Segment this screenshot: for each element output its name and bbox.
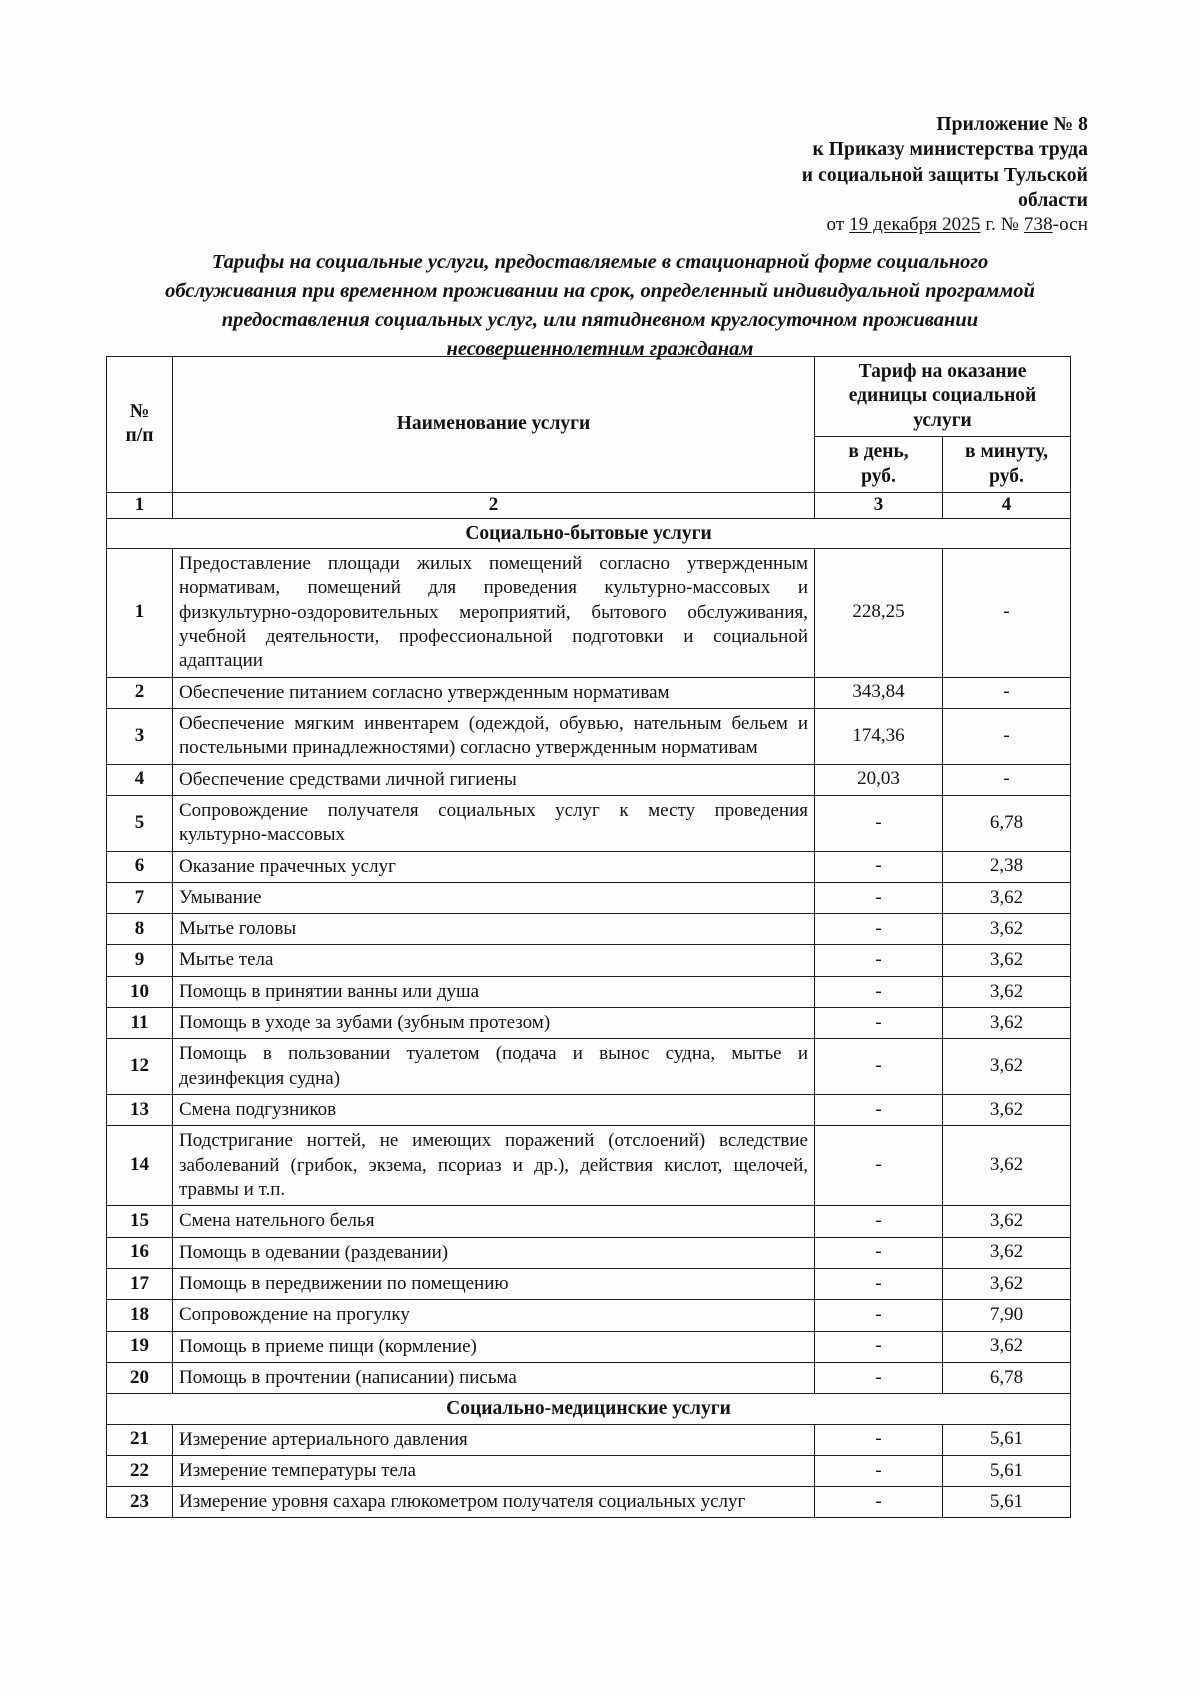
service-name: Помощь в приеме пищи (кормление) xyxy=(173,1331,815,1362)
service-name: Помощь в уходе за зубами (зубным протезом) xyxy=(173,1008,815,1039)
tariff-per-day: 174,36 xyxy=(815,708,943,764)
row-number: 23 xyxy=(107,1487,173,1518)
tariff-per-day: 228,25 xyxy=(815,549,943,678)
tariff-per-day: - xyxy=(815,1039,943,1095)
service-name: Смена подгузников xyxy=(173,1095,815,1126)
service-name: Мытье тела xyxy=(173,945,815,976)
tariff-per-minute: 7,90 xyxy=(943,1300,1071,1331)
tariff-per-minute: - xyxy=(943,677,1071,708)
tariff-per-day: - xyxy=(815,1300,943,1331)
service-name: Сопровождение получателя социальных услуг к месту проведения культурно-массовых xyxy=(173,795,815,851)
row-number: 10 xyxy=(107,976,173,1007)
tariff-per-minute: - xyxy=(943,549,1071,678)
date-prefix: от xyxy=(826,214,850,236)
order-authority-line-2: и социальной защиты Тульской xyxy=(801,164,1088,186)
tariff-per-minute: 3,62 xyxy=(943,1095,1071,1126)
row-number: 21 xyxy=(107,1424,173,1455)
table-row xyxy=(107,1095,1071,1126)
col-header-per-day xyxy=(815,437,943,493)
service-name: Оказание прачечных услуг xyxy=(173,851,815,882)
table-row xyxy=(107,851,1071,882)
table-row xyxy=(107,1237,1071,1268)
row-number: 20 xyxy=(107,1362,173,1393)
col-header-service-name: Наименование услуги xyxy=(173,357,815,493)
order-date: 19 декабря 2025 xyxy=(849,214,981,236)
tariff-per-day: - xyxy=(815,795,943,851)
tariff-per-minute: 3,62 xyxy=(943,914,1071,945)
tariff-per-day: - xyxy=(815,851,943,882)
document-header xyxy=(668,112,1088,238)
row-number: 15 xyxy=(107,1206,173,1237)
table-row xyxy=(107,882,1071,913)
table-body xyxy=(107,518,1071,1518)
service-name: Мытье головы xyxy=(173,914,815,945)
tariff-per-minute: - xyxy=(943,708,1071,764)
order-number: 738 xyxy=(1023,214,1053,236)
table-row xyxy=(107,1487,1071,1518)
tariff-per-day: - xyxy=(815,1095,943,1126)
tariff-per-minute: 5,61 xyxy=(943,1487,1071,1518)
tariff-per-minute: 3,62 xyxy=(943,1206,1071,1237)
row-number: 3 xyxy=(107,708,173,764)
service-name: Помощь в прочтении (написании) письма xyxy=(173,1362,815,1393)
column-number-4: 4 xyxy=(943,492,1071,518)
service-name: Помощь в одевании (раздевании) xyxy=(173,1237,815,1268)
section-header-row xyxy=(107,1394,1071,1424)
tariff-per-day: - xyxy=(815,1331,943,1362)
row-number: 19 xyxy=(107,1331,173,1362)
service-name: Сопровождение на прогулку xyxy=(173,1300,815,1331)
row-number: 6 xyxy=(107,851,173,882)
order-authority-line-3: области xyxy=(1018,190,1088,212)
tariff-per-day: - xyxy=(815,976,943,1007)
section-title: Социально-медицинские услуги xyxy=(107,1394,1071,1424)
service-name: Смена нательного белья xyxy=(173,1206,815,1237)
table-row xyxy=(107,1126,1071,1206)
row-number: 9 xyxy=(107,945,173,976)
row-number: 4 xyxy=(107,764,173,795)
col-header-number-line1: № xyxy=(129,401,150,423)
tariff-per-minute: 3,62 xyxy=(943,976,1071,1007)
tariff-per-minute: 3,62 xyxy=(943,1126,1071,1206)
section-header-row xyxy=(107,518,1071,548)
row-number: 2 xyxy=(107,677,173,708)
service-name: Измерение уровня сахара глюкометром получателя социальных услуг xyxy=(173,1487,815,1518)
order-authority-line-1: к Приказу министерства труда xyxy=(812,139,1088,161)
column-number-3: 3 xyxy=(815,492,943,518)
tariff-per-day: - xyxy=(815,1268,943,1299)
table-row xyxy=(107,1331,1071,1362)
service-name: Помощь в пользовании туалетом (подача и вынос судна, мытье и дезинфекция судна) xyxy=(173,1039,815,1095)
row-number: 18 xyxy=(107,1300,173,1331)
col-header-per-day-line1: в день, xyxy=(848,441,909,463)
table-row xyxy=(107,945,1071,976)
tariff-per-day: - xyxy=(815,945,943,976)
column-number-row xyxy=(107,492,1071,518)
service-name: Измерение артериального давления xyxy=(173,1424,815,1455)
tariff-per-minute: 6,78 xyxy=(943,795,1071,851)
row-number: 22 xyxy=(107,1455,173,1486)
tariff-per-day: - xyxy=(815,1206,943,1237)
col-header-per-minute-line2: руб. xyxy=(989,465,1024,487)
tariffs-table-wrapper xyxy=(106,356,1070,1518)
row-number: 16 xyxy=(107,1237,173,1268)
tariff-per-minute: 3,62 xyxy=(943,1039,1071,1095)
tariff-per-minute: 3,62 xyxy=(943,1268,1071,1299)
row-number: 7 xyxy=(107,882,173,913)
section-title: Социально-бытовые услуги xyxy=(107,518,1071,548)
tariff-per-minute: 3,62 xyxy=(943,945,1071,976)
service-name: Подстригание ногтей, не имеющих поражений (отслоений) вследствие заболеваний (грибок, экзема, псориаз и др.), действия кислот, щелочей, травмы и т.п. xyxy=(173,1126,815,1206)
service-name: Измерение температуры тела xyxy=(173,1455,815,1486)
tariff-per-minute: - xyxy=(943,764,1071,795)
table-row xyxy=(107,549,1071,678)
service-name: Предоставление площади жилых помещений согласно утвержденным нормативам, помещений для проведения культурно-массовых и физкультурно-оздоровительных мероприятий, бытового обслуживания, учебной деятельности, профессиональной подготовки и социальной адаптации xyxy=(173,549,815,678)
col-header-per-minute xyxy=(943,437,1071,493)
tariff-per-day: 343,84 xyxy=(815,677,943,708)
col-header-per-minute-line1: в минуту, xyxy=(965,441,1048,463)
row-number: 1 xyxy=(107,549,173,678)
tariff-per-day: - xyxy=(815,1008,943,1039)
service-name: Обеспечение мягким инвентарем (одеждой, обувью, нательным бельем и постельными принадлежностями) согласно утвержденным нормативам xyxy=(173,708,815,764)
tariff-per-minute: 5,61 xyxy=(943,1455,1071,1486)
table-row xyxy=(107,708,1071,764)
table-head xyxy=(107,357,1071,519)
table-row xyxy=(107,1268,1071,1299)
tariff-per-day: - xyxy=(815,882,943,913)
date-mid: г. № xyxy=(980,214,1024,236)
tariff-per-minute: 3,62 xyxy=(943,1237,1071,1268)
row-number: 8 xyxy=(107,914,173,945)
table-row xyxy=(107,976,1071,1007)
tariff-per-minute: 6,78 xyxy=(943,1362,1071,1393)
row-number: 17 xyxy=(107,1268,173,1299)
page-title: Тарифы на социальные услуги, предоставляемые в стационарной форме социального обслуживания при временном проживании на срок, определенный индивидуальной программой предоставления социальных услуг, или пятидневном круглосуточном проживании несовершеннолетним гражданам xyxy=(165,251,1035,361)
appendix-number: Приложение № 8 xyxy=(936,114,1088,135)
tariff-per-minute: 3,62 xyxy=(943,882,1071,913)
service-name: Умывание xyxy=(173,882,815,913)
tariff-per-minute: 3,62 xyxy=(943,1331,1071,1362)
col-header-per-day-line2: руб. xyxy=(861,465,896,487)
table-row xyxy=(107,1206,1071,1237)
table-row xyxy=(107,1455,1071,1486)
tariff-per-minute: 2,38 xyxy=(943,851,1071,882)
service-name: Обеспечение средствами личной гигиены xyxy=(173,764,815,795)
tariffs-table xyxy=(106,356,1071,1518)
tariff-per-minute: 5,61 xyxy=(943,1424,1071,1455)
order-date-line xyxy=(668,213,1088,238)
tariff-per-day: 20,03 xyxy=(815,764,943,795)
service-name: Обеспечение питанием согласно утвержденным нормативам xyxy=(173,677,815,708)
tariff-per-minute: 3,62 xyxy=(943,1008,1071,1039)
column-number-1: 1 xyxy=(107,492,173,518)
tariff-per-day: - xyxy=(815,1237,943,1268)
row-number: 13 xyxy=(107,1095,173,1126)
service-name: Помощь в передвижении по помещению xyxy=(173,1268,815,1299)
table-row xyxy=(107,1039,1071,1095)
table-row xyxy=(107,1424,1071,1455)
tariff-per-day: - xyxy=(815,1362,943,1393)
header-row-main xyxy=(107,357,1071,437)
tariff-per-day: - xyxy=(815,914,943,945)
row-number: 5 xyxy=(107,795,173,851)
table-row xyxy=(107,1008,1071,1039)
row-number: 12 xyxy=(107,1039,173,1095)
col-header-tariff-group: Тариф на оказание единицы социальной услуги xyxy=(815,357,1071,437)
col-header-number xyxy=(107,357,173,493)
tariff-per-day: - xyxy=(815,1455,943,1486)
table-row xyxy=(107,677,1071,708)
column-number-2: 2 xyxy=(173,492,815,518)
service-name: Помощь в принятии ванны или душа xyxy=(173,976,815,1007)
table-row xyxy=(107,1362,1071,1393)
table-row xyxy=(107,795,1071,851)
tariff-per-day: - xyxy=(815,1126,943,1206)
table-row xyxy=(107,1300,1071,1331)
row-number: 11 xyxy=(107,1008,173,1039)
tariff-per-day: - xyxy=(815,1424,943,1455)
order-number-suffix: -осн xyxy=(1052,214,1088,236)
table-row xyxy=(107,764,1071,795)
table-row xyxy=(107,914,1071,945)
col-header-number-line2: п/п xyxy=(125,425,154,447)
tariff-per-day: - xyxy=(815,1487,943,1518)
row-number: 14 xyxy=(107,1126,173,1206)
